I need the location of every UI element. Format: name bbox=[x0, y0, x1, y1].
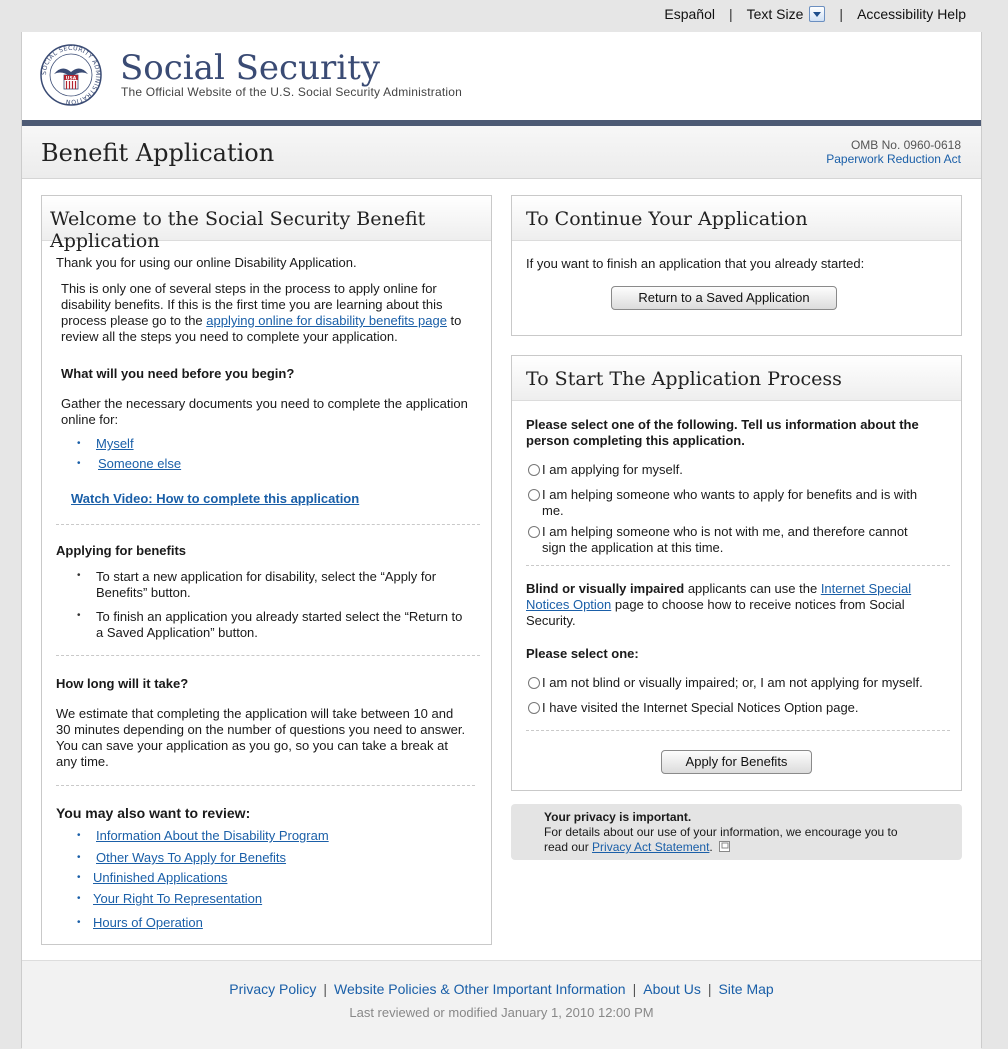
bullet-icon: • bbox=[77, 852, 81, 863]
return-saved-application-button[interactable]: Return to a Saved Application bbox=[611, 286, 837, 310]
footer bbox=[22, 960, 981, 1049]
someone-else-link[interactable]: Someone else bbox=[98, 456, 182, 471]
bullet-icon: • bbox=[77, 872, 81, 883]
utility-separator: | bbox=[728, 6, 733, 22]
internet-special-notices-link[interactable]: Internet Special Notices Option bbox=[526, 581, 912, 612]
divider bbox=[526, 565, 950, 566]
omb-info bbox=[826, 138, 961, 166]
intro-text: This is only one of several steps in the process to apply online for disability benefits. If this is the first time you are learning about this process please go to the bbox=[61, 281, 443, 328]
accessibility-help-link[interactable]: Accessibility Help bbox=[857, 6, 966, 22]
site-name[interactable]: Social Security bbox=[120, 48, 380, 88]
start-instruction: Please select one of the following. Tell us information about the person completing this application. bbox=[526, 417, 919, 448]
divider bbox=[56, 524, 480, 525]
welcome-heading: Welcome to the Social Security Benefit Application bbox=[50, 208, 426, 252]
svg-text:SOCIAL SECURITY ADMINISTRATION: SOCIAL SECURITY ADMINISTRATION bbox=[40, 44, 102, 106]
start-panel bbox=[511, 355, 962, 791]
select-one-heading: Please select one: bbox=[526, 646, 639, 661]
paperwork-reduction-link[interactable]: Paperwork Reduction Act bbox=[826, 152, 961, 166]
utility-separator: | bbox=[839, 6, 844, 22]
apply-bullet-1: To start a new application for disability, select the “Apply for Benefits” button. bbox=[96, 569, 437, 600]
radio-not-blind[interactable] bbox=[528, 677, 540, 689]
last-modified: Last reviewed or modified January 1, 2010 12:00 PM bbox=[349, 1005, 654, 1020]
radio-visited-notices[interactable] bbox=[528, 702, 540, 714]
welcome-thanks: Thank you for using our online Disability Application. bbox=[56, 255, 357, 270]
omb-number: OMB No. 0960-0618 bbox=[850, 138, 961, 152]
espanol-link[interactable]: Español bbox=[664, 6, 715, 22]
option-not-blind: I am not blind or visually impaired; or, I am not applying for myself. bbox=[542, 675, 923, 690]
continue-heading: To Continue Your Application bbox=[526, 208, 808, 230]
welcome-panel bbox=[41, 195, 492, 945]
privacy-policy-link[interactable]: Privacy Policy bbox=[229, 981, 317, 997]
footer-separator: | bbox=[323, 981, 328, 997]
option-helping-not-with-me: I am helping someone who is not with me, and therefore cannot sign the application at this time. bbox=[542, 524, 908, 555]
option-applying-myself: I am applying for myself. bbox=[542, 462, 683, 477]
site-tagline: The Official Website of the U.S. Social Security Administration bbox=[121, 85, 462, 99]
review-link-disability-program[interactable]: Information About the Disability Program bbox=[96, 828, 329, 843]
radio-helping-not-with-me[interactable] bbox=[528, 526, 540, 538]
radio-helping-with-me[interactable] bbox=[528, 489, 540, 501]
welcome-panel-header bbox=[42, 196, 491, 252]
howlong-text: We estimate that completing the application will take between 10 and 30 minutes depending on the number of questions you need to answer. You can save your application as you go, so you can take a break at any time. bbox=[56, 706, 466, 769]
about-us-link[interactable]: About Us bbox=[643, 981, 701, 997]
website-policies-link[interactable]: Website Policies & Other Important Information bbox=[334, 981, 626, 997]
applying-heading: Applying for benefits bbox=[56, 543, 186, 558]
review-link-hours[interactable]: Hours of Operation bbox=[93, 915, 203, 930]
bullet-icon: • bbox=[77, 610, 81, 621]
page-container bbox=[21, 32, 982, 1048]
footer-links bbox=[22, 981, 981, 997]
applying-online-link[interactable]: applying online for disability benefits page bbox=[206, 313, 447, 328]
privacy-text-body: For details about our use of your information, we encourage you to read our bbox=[544, 825, 898, 854]
privacy-text bbox=[544, 825, 924, 855]
bullet-icon: • bbox=[77, 458, 81, 469]
blind-text-end: page to choose how to receive notices from Social Security. bbox=[526, 597, 905, 628]
divider bbox=[56, 785, 475, 786]
privacy-heading: Your privacy is important. bbox=[544, 810, 692, 824]
watch-video-link[interactable]: Watch Video: How to complete this application bbox=[71, 491, 360, 506]
divider bbox=[526, 730, 950, 731]
footer-separator: | bbox=[632, 981, 637, 997]
ssa-seal-logo[interactable] bbox=[40, 44, 102, 106]
privacy-act-statement-link[interactable]: Privacy Act Statement bbox=[592, 840, 710, 854]
bullet-icon: • bbox=[77, 893, 81, 904]
option-helping-with-me: I am helping someone who wants to apply for benefits and is with me. bbox=[542, 487, 918, 518]
radio-applying-myself[interactable] bbox=[528, 464, 540, 476]
utility-bar bbox=[664, 6, 966, 22]
gather-text: Gather the necessary documents you need to complete the application online for: bbox=[61, 396, 468, 427]
privacy-text-end: . bbox=[709, 840, 713, 854]
divider bbox=[56, 655, 480, 656]
option-visited-notices: I have visited the Internet Special Notices Option page. bbox=[542, 700, 859, 715]
page-title: Benefit Application bbox=[41, 139, 275, 167]
continue-panel bbox=[511, 195, 962, 336]
need-heading: What will you need before you begin? bbox=[61, 366, 295, 381]
text-size-label: Text Size bbox=[746, 6, 804, 22]
apply-for-benefits-button[interactable]: Apply for Benefits bbox=[661, 750, 812, 774]
review-link-representation[interactable]: Your Right To Representation bbox=[93, 891, 263, 906]
myself-link[interactable]: Myself bbox=[96, 436, 134, 451]
site-map-link[interactable]: Site Map bbox=[718, 981, 774, 997]
privacy-notice bbox=[511, 804, 962, 860]
continue-panel-header bbox=[512, 196, 961, 241]
masthead bbox=[22, 32, 981, 126]
bullet-icon: • bbox=[77, 570, 81, 581]
bullet-icon: • bbox=[77, 917, 81, 928]
blind-info bbox=[526, 581, 936, 629]
blind-bold-text: Blind or visually impaired bbox=[526, 581, 685, 596]
external-window-icon bbox=[719, 841, 730, 852]
howlong-heading: How long will it take? bbox=[56, 676, 189, 691]
continue-text: If you want to finish an application that you already started: bbox=[526, 256, 865, 271]
footer-separator: | bbox=[707, 981, 712, 997]
review-link-other-ways[interactable]: Other Ways To Apply for Benefits bbox=[96, 850, 287, 865]
review-heading: You may also want to review: bbox=[56, 805, 251, 821]
start-heading: To Start The Application Process bbox=[526, 368, 842, 390]
review-link-unfinished[interactable]: Unfinished Applications bbox=[93, 870, 228, 885]
start-panel-header bbox=[512, 356, 961, 401]
bullet-icon: • bbox=[77, 438, 81, 449]
welcome-intro bbox=[61, 281, 471, 345]
title-bar bbox=[22, 126, 981, 179]
apply-bullet-2: To finish an application you already started select the “Return to a Saved Application” button. bbox=[96, 609, 463, 640]
text-size-dropdown-icon[interactable] bbox=[809, 6, 825, 22]
blind-text: applicants can use the bbox=[684, 581, 821, 596]
intro-text-end: to review all the steps you need to complete your application. bbox=[61, 313, 462, 344]
svg-text:USA: USA bbox=[65, 76, 77, 82]
bullet-icon: • bbox=[77, 830, 81, 841]
